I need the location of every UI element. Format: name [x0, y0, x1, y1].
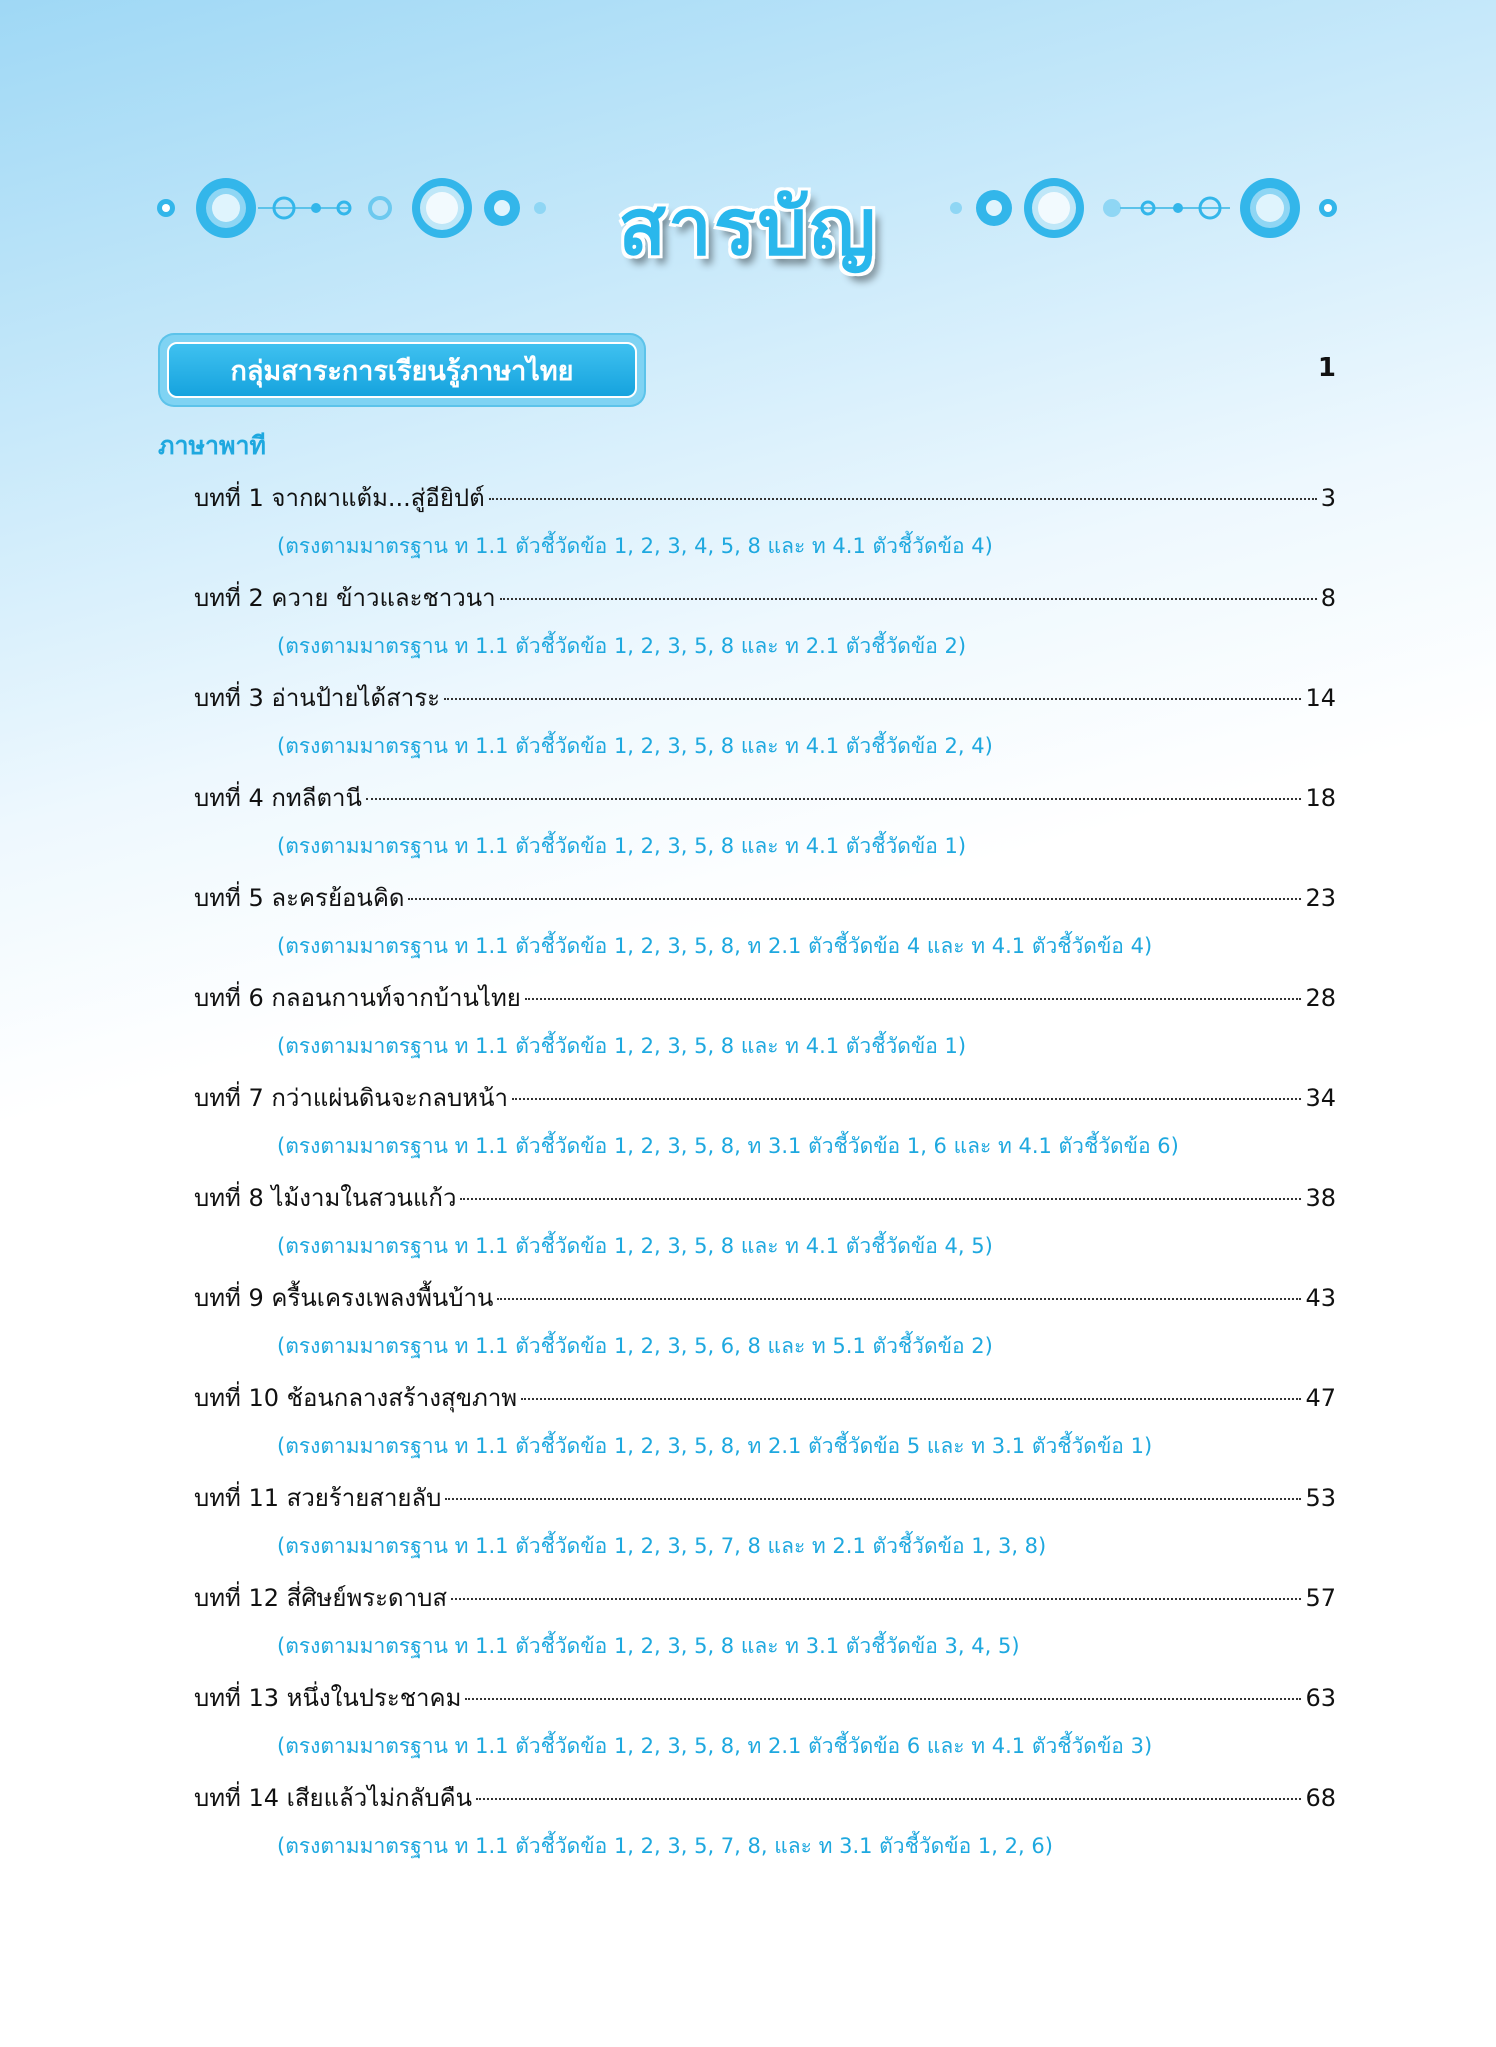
toc-entry-title: บทที่ 11 สวยร้ายสายลับ	[194, 1484, 442, 1512]
toc-entry-line[interactable]	[194, 1478, 1336, 1512]
toc-entry-line[interactable]	[194, 578, 1336, 612]
toc-entry-line[interactable]	[194, 1278, 1336, 1312]
toc-list	[0, 472, 1496, 1872]
toc-entry-title: บทที่ 9 ครื้นเครงเพลงพื้นบ้าน	[194, 1284, 494, 1312]
toc-entry-title: บทที่ 5 ละครย้อนคิด	[194, 884, 405, 912]
toc-entry-standard: (ตรงตามมาตรฐาน ท 1.1 ตัวชี้วัดข้อ 1, 2, 3, 5, 8, ท 3.1 ตัวชี้วัดข้อ 1, 6 และ ท 4.1 ตัวชี้วัดข้อ 6)	[277, 1134, 1179, 1158]
toc-entry-page: 14	[1305, 684, 1336, 712]
toc-entry-title: บทที่ 12 สี่ศิษย์พระดาบส	[194, 1584, 447, 1612]
toc-entry	[0, 772, 1496, 872]
dot-leader	[465, 1697, 1301, 1700]
toc-entry	[0, 972, 1496, 1072]
subsection-heading: ภาษาพาที	[158, 431, 267, 460]
toc-entry-page: 3	[1320, 484, 1336, 512]
toc-entry-line[interactable]	[194, 1178, 1336, 1212]
dot-leader	[489, 497, 1317, 500]
dot-leader	[460, 1197, 1301, 1200]
toc-entry-title: บทที่ 10 ช้อนกลางสร้างสุขภาพ	[194, 1384, 518, 1412]
toc-entry-title: บทที่ 1 จากผาแต้ม...สู่อียิปต์	[194, 484, 485, 512]
toc-entry-line[interactable]	[194, 478, 1336, 512]
dot-leader	[366, 797, 1302, 800]
toc-entry-page: 38	[1305, 1184, 1336, 1212]
toc-entry-standard: (ตรงตามมาตรฐาน ท 1.1 ตัวชี้วัดข้อ 1, 2, 3, 5, 8 และ ท 2.1 ตัวชี้วัดข้อ 2)	[277, 634, 967, 658]
toc-entry-line[interactable]	[194, 678, 1336, 712]
toc-entry	[0, 1472, 1496, 1572]
toc-entry	[0, 872, 1496, 972]
toc-entry-standard: (ตรงตามมาตรฐาน ท 1.1 ตัวชี้วัดข้อ 1, 2, 3, 5, 8 และ ท 3.1 ตัวชี้วัดข้อ 3, 4, 5)	[277, 1634, 1020, 1658]
toc-entry	[0, 1172, 1496, 1272]
toc-entry-page: 53	[1305, 1484, 1336, 1512]
toc-entry-standard: (ตรงตามมาตรฐาน ท 1.1 ตัวชี้วัดข้อ 1, 2, 3, 5, 8, ท 2.1 ตัวชี้วัดข้อ 5 และ ท 3.1 ตัวชี้วัดข้อ 1)	[277, 1434, 1153, 1458]
toc-entry-page: 28	[1305, 984, 1336, 1012]
toc-entry-page: 47	[1305, 1384, 1336, 1412]
dot-leader	[512, 1097, 1302, 1100]
dot-leader	[497, 1297, 1301, 1300]
toc-entry-page: 43	[1305, 1284, 1336, 1312]
section-label: กลุ่มสาระการเรียนรู้ภาษาไทย	[167, 342, 637, 398]
toc-entry-standard: (ตรงตามมาตรฐาน ท 1.1 ตัวชี้วัดข้อ 1, 2, 3, 5, 7, 8 และ ท 2.1 ตัวชี้วัดข้อ 1, 3, 8)	[277, 1534, 1047, 1558]
toc-entry-standard: (ตรงตามมาตรฐาน ท 1.1 ตัวชี้วัดข้อ 1, 2, 3, 5, 8 และ ท 4.1 ตัวชี้วัดข้อ 1)	[277, 834, 967, 858]
toc-entry-page: 8	[1320, 584, 1336, 612]
toc-entry-page: 23	[1305, 884, 1336, 912]
title-row	[0, 160, 1496, 280]
toc-entry-line[interactable]	[194, 1078, 1336, 1112]
toc-entry	[0, 1672, 1496, 1772]
toc-entry-line[interactable]	[194, 778, 1336, 812]
toc-entry-title: บทที่ 14 เสียแล้วไม่กลับคืน	[194, 1784, 473, 1812]
toc-entry-line[interactable]	[194, 1778, 1336, 1812]
toc-entry-standard: (ตรงตามมาตรฐาน ท 1.1 ตัวชี้วัดข้อ 1, 2, 3, 5, 8, ท 2.1 ตัวชี้วัดข้อ 6 และ ท 4.1 ตัวชี้วัดข้อ 3)	[277, 1734, 1153, 1758]
section-page-number: 1	[1317, 353, 1336, 383]
toc-entry-page: 63	[1305, 1684, 1336, 1712]
toc-entry-title: บทที่ 6 กลอนกานท์จากบ้านไทย	[194, 984, 521, 1012]
toc-entry-line[interactable]	[194, 978, 1336, 1012]
toc-entry-standard: (ตรงตามมาตรฐาน ท 1.1 ตัวชี้วัดข้อ 1, 2, 3, 5, 6, 8 และ ท 5.1 ตัวชี้วัดข้อ 2)	[277, 1334, 993, 1358]
section-badge[interactable]	[160, 335, 644, 405]
toc-entry	[0, 572, 1496, 672]
dot-leader	[500, 597, 1317, 600]
toc-entry	[0, 672, 1496, 772]
dot-leader	[476, 1797, 1301, 1800]
page-title: สารบัญ	[618, 183, 878, 273]
toc-entry-standard: (ตรงตามมาตรฐาน ท 1.1 ตัวชี้วัดข้อ 1, 2, 3, 5, 8, ท 2.1 ตัวชี้วัดข้อ 4 และ ท 4.1 ตัวชี้วัดข้อ 4)	[277, 934, 1153, 958]
toc-entry-line[interactable]	[194, 1378, 1336, 1412]
toc-entry-standard: (ตรงตามมาตรฐาน ท 1.1 ตัวชี้วัดข้อ 1, 2, 3, 5, 7, 8, และ ท 3.1 ตัวชี้วัดข้อ 1, 2, 6)	[277, 1834, 1053, 1858]
toc-entry-line[interactable]	[194, 878, 1336, 912]
toc-entry-title: บทที่ 13 หนึ่งในประชาคม	[194, 1684, 462, 1712]
section-header	[160, 335, 1336, 407]
toc-entry	[0, 1072, 1496, 1172]
toc-entry-standard: (ตรงตามมาตรฐาน ท 1.1 ตัวชี้วัดข้อ 1, 2, 3, 5, 8 และ ท 4.1 ตัวชี้วัดข้อ 1)	[277, 1034, 967, 1058]
dot-leader	[408, 897, 1301, 900]
toc-entry-line[interactable]	[194, 1678, 1336, 1712]
toc-entry	[0, 472, 1496, 572]
toc-entry-title: บทที่ 4 กทลีตานี	[194, 784, 362, 812]
toc-entry-page: 68	[1305, 1784, 1336, 1812]
dot-leader	[444, 697, 1301, 700]
toc-entry-title: บทที่ 7 กว่าแผ่นดินจะกลบหน้า	[194, 1084, 508, 1112]
toc-entry	[0, 1272, 1496, 1372]
dot-leader	[521, 1397, 1301, 1400]
dot-leader	[451, 1597, 1301, 1600]
toc-entry-title: บทที่ 2 ควาย ข้าวและชาวนา	[194, 584, 496, 612]
decorative-circles-right	[940, 160, 1380, 280]
toc-entry-line[interactable]	[194, 1578, 1336, 1612]
toc-entry-title: บทที่ 3 อ่านป้ายได้สาระ	[194, 684, 441, 712]
dot-leader	[445, 1497, 1301, 1500]
toc-entry-standard: (ตรงตามมาตรฐาน ท 1.1 ตัวชี้วัดข้อ 1, 2, 3, 5, 8 และ ท 4.1 ตัวชี้วัดข้อ 4, 5)	[277, 1234, 993, 1258]
toc-entry-page: 34	[1305, 1084, 1336, 1112]
toc-entry-page: 18	[1305, 784, 1336, 812]
decorative-circles-left	[150, 160, 590, 280]
toc-entry	[0, 1772, 1496, 1872]
dot-leader	[525, 997, 1302, 1000]
toc-entry-title: บทที่ 8 ไม้งามในสวนแก้ว	[194, 1184, 457, 1212]
toc-entry	[0, 1372, 1496, 1472]
toc-entry-page: 57	[1305, 1584, 1336, 1612]
toc-entry-standard: (ตรงตามมาตรฐาน ท 1.1 ตัวชี้วัดข้อ 1, 2, 3, 4, 5, 8 และ ท 4.1 ตัวชี้วัดข้อ 4)	[277, 534, 993, 558]
toc-entry	[0, 1572, 1496, 1672]
toc-entry-standard: (ตรงตามมาตรฐาน ท 1.1 ตัวชี้วัดข้อ 1, 2, 3, 5, 8 และ ท 4.1 ตัวชี้วัดข้อ 2, 4)	[277, 734, 993, 758]
